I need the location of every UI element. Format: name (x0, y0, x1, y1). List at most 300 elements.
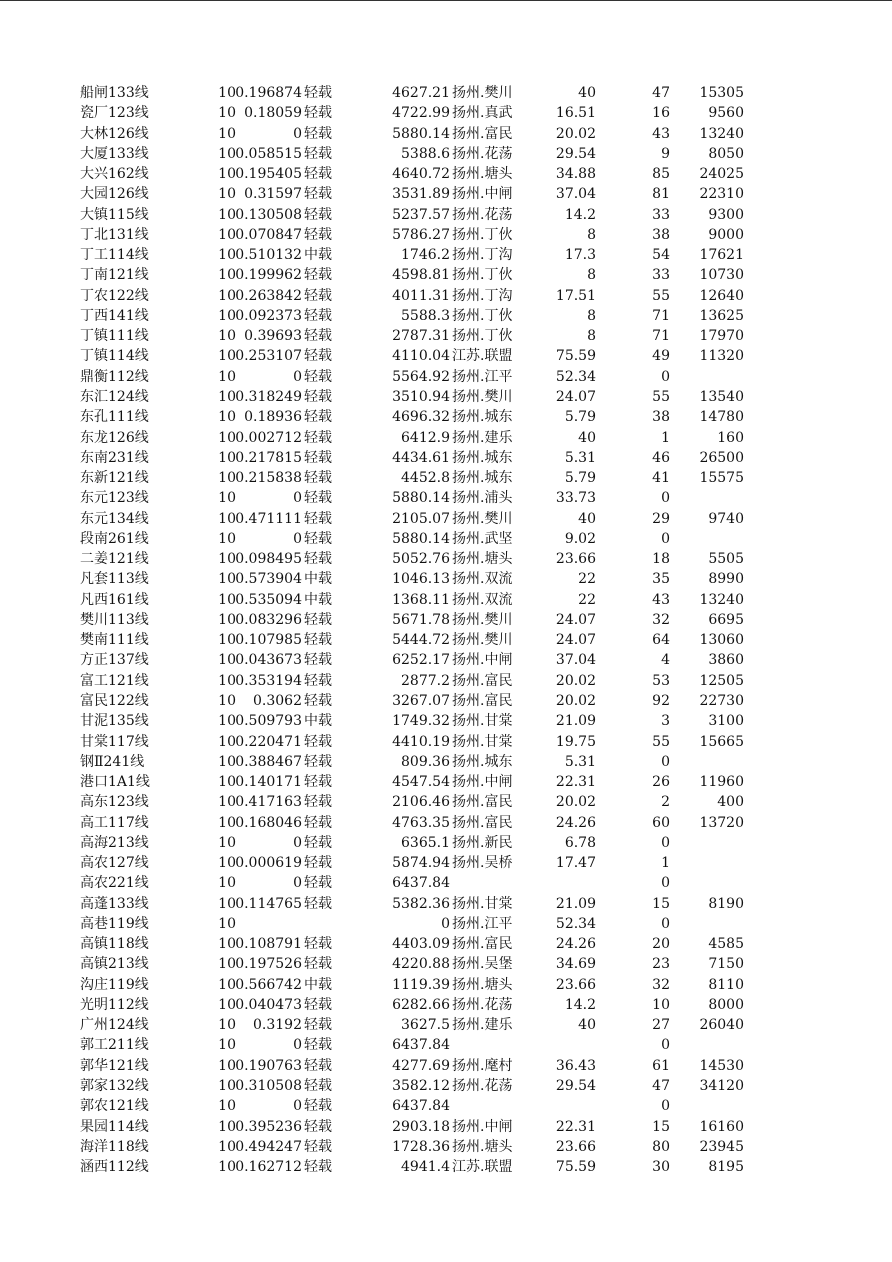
line-name-cell: 樊川113线 (80, 611, 149, 628)
distance-cell: 24.07 (555, 388, 596, 405)
line-name-cell: 段南261线 (80, 530, 149, 547)
load-status-cell: 轻载 (304, 1098, 332, 1115)
substation-cell: 扬州.甘棠 (452, 733, 513, 750)
table-row (80, 954, 760, 974)
capacity-cell: 13720 (699, 814, 744, 831)
line-name-cell: 丁北131线 (80, 226, 149, 243)
voltage-cell: 10 (218, 591, 236, 608)
transformer-count-cell: 0 (661, 834, 670, 851)
line-name-cell: 东孔111线 (80, 409, 149, 426)
spare-capacity-cell: 4220.88 (392, 956, 450, 973)
load-status-cell: 轻载 (304, 530, 332, 547)
capacity-cell: 15575 (699, 470, 744, 487)
table-row (80, 772, 760, 792)
distance-cell: 8 (587, 226, 596, 243)
load-status-cell: 轻载 (304, 307, 332, 324)
transformer-count-cell: 0 (661, 1037, 670, 1054)
transformer-count-cell: 23 (652, 956, 670, 973)
capacity-cell: 3860 (708, 652, 744, 669)
spare-capacity-cell: 4763.35 (392, 814, 450, 831)
capacity-cell: 8000 (708, 996, 744, 1013)
table-row (80, 326, 760, 346)
line-name-cell: 高海213线 (80, 834, 149, 851)
load-status-cell: 轻载 (304, 1078, 332, 1095)
distance-cell: 20.02 (555, 794, 596, 811)
capacity-cell: 11960 (699, 774, 744, 791)
spare-capacity-cell: 2787.31 (392, 328, 450, 345)
voltage-cell: 10 (218, 834, 236, 851)
voltage-cell: 10 (218, 855, 236, 872)
voltage-cell: 10 (218, 571, 236, 588)
load-rate-cell: 0.3192 (253, 1017, 302, 1034)
distance-cell: 5.31 (564, 449, 596, 466)
voltage-cell: 10 (218, 1078, 236, 1095)
substation-cell: 扬州.吴堡 (452, 956, 513, 973)
line-name-cell: 凡西161线 (80, 591, 149, 608)
distance-cell: 29.54 (555, 1078, 596, 1095)
line-name-cell: 东南231线 (80, 449, 149, 466)
transformer-count-cell: 33 (652, 206, 670, 223)
line-name-cell: 丁镇111线 (80, 328, 149, 345)
capacity-cell: 15665 (699, 733, 744, 750)
transformer-count-cell: 60 (652, 814, 670, 831)
spare-capacity-cell: 6282.66 (392, 996, 450, 1013)
capacity-cell: 3100 (708, 713, 744, 730)
table-row (80, 286, 760, 306)
spare-capacity-cell: 6412.9 (401, 429, 450, 446)
substation-cell: 扬州.樊川 (452, 388, 513, 405)
capacity-cell: 13240 (699, 591, 744, 608)
load-rate-cell: 0.196874 (235, 85, 302, 101)
spare-capacity-cell: 1368.11 (392, 591, 450, 608)
load-rate-cell: 0.395236 (235, 1118, 302, 1135)
voltage-cell: 10 (218, 510, 236, 527)
transformer-count-cell: 71 (652, 307, 670, 324)
capacity-cell: 24025 (699, 166, 744, 183)
substation-cell: 扬州.甘棠 (452, 895, 513, 912)
table-row (80, 1035, 760, 1055)
load-rate-cell: 0.18936 (244, 409, 302, 426)
spare-capacity-cell: 4627.21 (392, 85, 450, 101)
voltage-cell: 10 (218, 166, 236, 183)
voltage-cell: 10 (218, 85, 236, 101)
voltage-cell: 10 (218, 713, 236, 730)
table-row (80, 346, 760, 366)
table-row (80, 650, 760, 670)
table-row (80, 103, 760, 123)
line-name-cell: 二姜121线 (80, 551, 149, 568)
capacity-cell: 160 (717, 429, 744, 446)
load-status-cell: 轻载 (304, 551, 332, 568)
table-row (80, 914, 760, 934)
capacity-cell: 8110 (708, 976, 744, 993)
load-rate-cell: 0.471111 (235, 510, 302, 527)
substation-cell: 扬州.新民 (452, 834, 513, 851)
distance-cell: 22.31 (555, 1118, 596, 1135)
distance-cell: 23.66 (555, 551, 596, 568)
load-rate-cell: 0.070847 (235, 226, 302, 243)
table-row (80, 610, 760, 630)
voltage-cell: 10 (218, 875, 236, 892)
transformer-count-cell: 85 (652, 166, 670, 183)
top-border (0, 0, 892, 1)
line-name-cell: 丁南121线 (80, 267, 149, 284)
line-name-cell: 东元134线 (80, 510, 149, 527)
capacity-cell: 8190 (708, 895, 744, 912)
distance-cell: 21.09 (555, 713, 596, 730)
load-rate-cell: 0 (293, 1037, 302, 1054)
capacity-cell: 9560 (708, 105, 744, 122)
distance-cell: 29.54 (555, 145, 596, 162)
load-rate-cell: 0.3062 (253, 692, 302, 709)
load-status-cell: 轻载 (304, 429, 332, 446)
transformer-count-cell: 47 (652, 1078, 670, 1095)
load-status-cell: 轻载 (304, 814, 332, 831)
distance-cell: 24.26 (555, 814, 596, 831)
distance-cell: 23.66 (555, 976, 596, 993)
distance-cell: 33.73 (555, 490, 596, 507)
spare-capacity-cell: 5382.36 (392, 895, 450, 912)
distance-cell: 14.2 (564, 996, 596, 1013)
table-row (80, 509, 760, 529)
load-rate-cell: 0.510132 (235, 247, 302, 264)
transformer-count-cell: 1 (661, 855, 670, 872)
spare-capacity-cell: 4277.69 (392, 1057, 450, 1074)
capacity-cell: 13540 (699, 388, 744, 405)
spare-capacity-cell: 6437.84 (392, 1037, 450, 1054)
load-rate-cell: 0.535094 (235, 591, 302, 608)
capacity-cell: 6695 (708, 611, 744, 628)
transformer-count-cell: 15 (652, 1118, 670, 1135)
feeder-load-table (80, 83, 760, 1177)
load-rate-cell: 0 (293, 125, 302, 142)
transformer-count-cell: 0 (661, 753, 670, 770)
spare-capacity-cell: 6437.84 (392, 1098, 450, 1115)
load-status-cell: 轻载 (304, 368, 332, 385)
line-name-cell: 丁镇114线 (80, 348, 149, 365)
table-row (80, 468, 760, 488)
substation-cell: 扬州.富民 (452, 692, 513, 709)
substation-cell: 扬州.富民 (452, 794, 513, 811)
distance-cell: 37.04 (555, 652, 596, 669)
distance-cell: 6.78 (564, 834, 596, 851)
voltage-cell: 10 (218, 287, 236, 304)
distance-cell: 36.43 (555, 1057, 596, 1074)
voltage-cell: 10 (218, 996, 236, 1013)
capacity-cell: 10730 (699, 267, 744, 284)
distance-cell: 16.51 (555, 105, 596, 122)
voltage-cell: 10 (218, 388, 236, 405)
transformer-count-cell: 49 (652, 348, 670, 365)
load-status-cell: 轻载 (304, 936, 332, 953)
load-rate-cell: 0.388467 (235, 753, 302, 770)
distance-cell: 22.31 (555, 774, 596, 791)
load-rate-cell: 0.083296 (235, 611, 302, 628)
spare-capacity-cell: 3510.94 (392, 388, 450, 405)
substation-cell: 扬州.甘棠 (452, 713, 513, 730)
distance-cell: 8 (587, 307, 596, 324)
voltage-cell: 10 (218, 470, 236, 487)
load-rate-cell: 0.253107 (235, 348, 302, 365)
substation-cell: 扬州.城东 (452, 753, 513, 770)
transformer-count-cell: 80 (652, 1138, 670, 1155)
spare-capacity-cell: 4011.31 (392, 287, 450, 304)
transformer-count-cell: 61 (652, 1057, 670, 1074)
table-row (80, 833, 760, 853)
load-status-cell: 轻载 (304, 1138, 332, 1155)
spare-capacity-cell: 3582.12 (392, 1078, 450, 1095)
transformer-count-cell: 0 (661, 1098, 670, 1115)
load-status-cell: 轻载 (304, 996, 332, 1013)
transformer-count-cell: 32 (652, 976, 670, 993)
capacity-cell: 14530 (699, 1057, 744, 1074)
load-status-cell: 轻载 (304, 672, 332, 689)
voltage-cell: 10 (218, 1037, 236, 1054)
transformer-count-cell: 27 (652, 1017, 670, 1034)
load-rate-cell: 0.162712 (235, 1159, 302, 1176)
line-name-cell: 高蓬133线 (80, 895, 149, 912)
substation-cell: 扬州.樊川 (452, 510, 513, 527)
line-name-cell: 高农221线 (80, 875, 149, 892)
substation-cell: 扬州.富民 (452, 672, 513, 689)
line-name-cell: 樊南111线 (80, 632, 149, 649)
spare-capacity-cell: 4547.54 (392, 774, 450, 791)
load-status-cell: 轻载 (304, 470, 332, 487)
distance-cell: 52.34 (555, 368, 596, 385)
capacity-cell: 12640 (699, 287, 744, 304)
table-row (80, 1117, 760, 1137)
line-name-cell: 东汇124线 (80, 388, 149, 405)
line-name-cell: 东新121线 (80, 470, 149, 487)
substation-cell: 扬州.丁沟 (452, 287, 513, 304)
transformer-count-cell: 71 (652, 328, 670, 345)
spare-capacity-cell: 4434.61 (392, 449, 450, 466)
distance-cell: 40 (578, 429, 596, 446)
table-row (80, 225, 760, 245)
distance-cell: 9.02 (564, 530, 596, 547)
transformer-count-cell: 3 (661, 713, 670, 730)
load-rate-cell: 0.168046 (235, 814, 302, 831)
substation-cell: 扬州.花荡 (452, 1078, 513, 1095)
load-status-cell: 轻载 (304, 409, 332, 426)
line-name-cell: 丁西141线 (80, 307, 149, 324)
table-row (80, 934, 760, 954)
table-row (80, 975, 760, 995)
voltage-cell: 10 (218, 186, 236, 203)
spare-capacity-cell: 1046.13 (392, 571, 450, 588)
spare-capacity-cell: 5671.78 (392, 611, 450, 628)
table-row (80, 407, 760, 427)
transformer-count-cell: 55 (652, 388, 670, 405)
load-status-cell: 轻载 (304, 1159, 332, 1176)
substation-cell: 扬州.樊川 (452, 85, 513, 101)
transformer-count-cell: 43 (652, 591, 670, 608)
transformer-count-cell: 4 (661, 652, 670, 669)
line-name-cell: 船闸133线 (80, 85, 149, 101)
line-name-cell: 高农127线 (80, 855, 149, 872)
table-row (80, 529, 760, 549)
line-name-cell: 高巷119线 (80, 915, 149, 932)
table-row (80, 630, 760, 650)
distance-cell: 75.59 (555, 348, 596, 365)
distance-cell: 17.51 (555, 287, 596, 304)
spare-capacity-cell: 5444.72 (392, 632, 450, 649)
spare-capacity-cell: 6252.17 (392, 652, 450, 669)
distance-cell: 14.2 (564, 206, 596, 223)
capacity-cell: 8990 (708, 571, 744, 588)
voltage-cell: 10 (218, 348, 236, 365)
table-row (80, 671, 760, 691)
distance-cell: 40 (578, 1017, 596, 1034)
load-rate-cell: 0.195405 (235, 166, 302, 183)
line-name-cell: 海洋118线 (80, 1138, 149, 1155)
load-status-cell: 轻载 (304, 753, 332, 770)
transformer-count-cell: 10 (652, 996, 670, 1013)
load-status-cell: 轻载 (304, 956, 332, 973)
load-status-cell: 轻载 (304, 632, 332, 649)
voltage-cell: 10 (218, 125, 236, 142)
substation-cell: 江苏.联盟 (452, 348, 513, 365)
capacity-cell: 22310 (699, 186, 744, 203)
line-name-cell: 高东123线 (80, 794, 149, 811)
spare-capacity-cell: 5880.14 (392, 530, 450, 547)
table-row (80, 124, 760, 144)
voltage-cell: 10 (218, 692, 236, 709)
substation-cell: 江苏.联盟 (452, 1159, 513, 1176)
distance-cell: 20.02 (555, 692, 596, 709)
voltage-cell: 10 (218, 1138, 236, 1155)
capacity-cell: 13625 (699, 307, 744, 324)
transformer-count-cell: 35 (652, 571, 670, 588)
load-rate-cell: 0.220471 (235, 733, 302, 750)
load-rate-cell: 0.040473 (235, 996, 302, 1013)
load-rate-cell: 0.130508 (235, 206, 302, 223)
capacity-cell: 13060 (699, 632, 744, 649)
substation-cell: 扬州.武坚 (452, 530, 513, 547)
distance-cell: 40 (578, 510, 596, 527)
spare-capacity-cell: 3531.89 (392, 186, 450, 203)
table-row (80, 265, 760, 285)
load-rate-cell: 0.114765 (235, 895, 302, 912)
line-name-cell: 大镇115线 (80, 206, 149, 223)
substation-cell: 扬州.花荡 (452, 996, 513, 1013)
table-row (80, 569, 760, 589)
distance-cell: 52.34 (555, 915, 596, 932)
capacity-cell: 5505 (708, 551, 744, 568)
spare-capacity-cell: 5052.76 (392, 551, 450, 568)
voltage-cell: 10 (218, 794, 236, 811)
line-name-cell: 富工121线 (80, 672, 149, 689)
spare-capacity-cell: 4696.32 (392, 409, 450, 426)
table-row (80, 83, 760, 103)
distance-cell: 5.79 (564, 470, 596, 487)
load-status-cell: 轻载 (304, 287, 332, 304)
voltage-cell: 10 (218, 753, 236, 770)
table-row (80, 205, 760, 225)
spare-capacity-cell: 5880.14 (392, 490, 450, 507)
voltage-cell: 10 (218, 247, 236, 264)
load-status-cell: 中载 (304, 247, 332, 264)
table-row (80, 752, 760, 772)
voltage-cell: 10 (218, 956, 236, 973)
spare-capacity-cell: 5588.3 (401, 307, 450, 324)
load-status-cell: 轻载 (304, 733, 332, 750)
distance-cell: 34.69 (555, 956, 596, 973)
line-name-cell: 大兴162线 (80, 166, 149, 183)
load-status-cell: 轻载 (304, 348, 332, 365)
spare-capacity-cell: 5786.27 (392, 226, 450, 243)
spare-capacity-cell: 4110.04 (392, 348, 450, 365)
transformer-count-cell: 2 (661, 794, 670, 811)
line-name-cell: 甘棠117线 (80, 733, 149, 750)
substation-cell: 扬州.建乐 (452, 429, 513, 446)
table-row (80, 1137, 760, 1157)
voltage-cell: 10 (218, 409, 236, 426)
line-name-cell: 沟庄119线 (80, 976, 149, 993)
load-status-cell: 中载 (304, 713, 332, 730)
transformer-count-cell: 38 (652, 226, 670, 243)
capacity-cell: 4585 (708, 936, 744, 953)
line-name-cell: 涵西112线 (80, 1159, 149, 1176)
load-status-cell: 轻载 (304, 1118, 332, 1135)
transformer-count-cell: 0 (661, 875, 670, 892)
load-status-cell: 轻载 (304, 267, 332, 284)
voltage-cell: 10 (218, 915, 236, 932)
table-row (80, 894, 760, 914)
table-row (80, 1096, 760, 1116)
load-rate-cell: 0.263842 (235, 287, 302, 304)
distance-cell: 75.59 (555, 1159, 596, 1176)
load-status-cell: 轻载 (304, 145, 332, 162)
transformer-count-cell: 0 (661, 490, 670, 507)
voltage-cell: 10 (218, 733, 236, 750)
capacity-cell: 16160 (699, 1118, 744, 1135)
spare-capacity-cell: 4640.72 (392, 166, 450, 183)
load-rate-cell: 0.353194 (235, 672, 302, 689)
capacity-cell: 14780 (699, 409, 744, 426)
line-name-cell: 东龙126线 (80, 429, 149, 446)
voltage-cell: 10 (218, 307, 236, 324)
load-status-cell: 轻载 (304, 388, 332, 405)
spare-capacity-cell: 4722.99 (392, 105, 450, 122)
capacity-cell: 9000 (708, 226, 744, 243)
load-rate-cell: 0.31597 (244, 186, 302, 203)
voltage-cell: 10 (218, 490, 236, 507)
substation-cell: 扬州.浦头 (452, 490, 513, 507)
table-row (80, 691, 760, 711)
substation-cell: 扬州.丁伙 (452, 267, 513, 284)
table-row (80, 590, 760, 610)
line-name-cell: 鼎衡112线 (80, 368, 149, 385)
transformer-count-cell: 0 (661, 530, 670, 547)
voltage-cell: 10 (218, 774, 236, 791)
voltage-cell: 10 (218, 1118, 236, 1135)
voltage-cell: 10 (218, 105, 236, 122)
transformer-count-cell: 33 (652, 267, 670, 284)
voltage-cell: 10 (218, 449, 236, 466)
load-rate-cell: 0.000619 (235, 855, 302, 872)
capacity-cell: 17621 (699, 247, 744, 264)
transformer-count-cell: 29 (652, 510, 670, 527)
voltage-cell: 10 (218, 328, 236, 345)
spare-capacity-cell: 1728.36 (392, 1138, 450, 1155)
capacity-cell: 12505 (699, 672, 744, 689)
table-row (80, 488, 760, 508)
load-status-cell: 轻载 (304, 611, 332, 628)
load-rate-cell: 0.092373 (235, 307, 302, 324)
distance-cell: 8 (587, 328, 596, 345)
capacity-cell: 13240 (699, 125, 744, 142)
